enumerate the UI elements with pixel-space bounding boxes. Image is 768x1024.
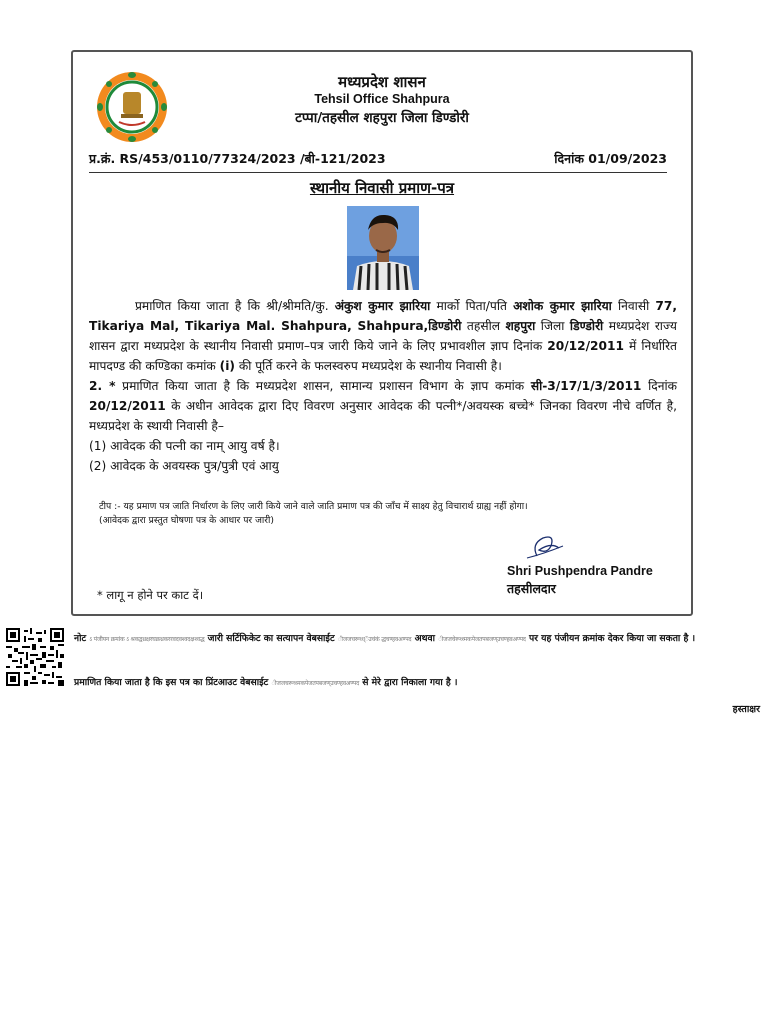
- remark-line-2: (आवेदक द्वारा प्रस्तुत घोषणा पत्र के आधार पर जारी): [99, 515, 275, 526]
- tehsil: शहपुरा: [505, 319, 536, 333]
- signature-label: हस्ताक्षर: [732, 704, 760, 715]
- paragraph-1: प्रमाणित किया जाता है कि श्री/श्रीमति/कु. अंकुश कुमार झारिया मार्को पिता/पति अशोक कुमार झारिया निवासी 77, Tikariya Mal, Tikariya Mal. Shahpura, Shahpura,डिण्डोरी तहसील शहपुरा जिला डिण्डोरी मध्यप्रदेश राज्य शासन द्वारा मध्यप्रदेश के स्थानीय निवासी प्रमाण–पत्र जारी किये जाने के लिए प्रभावशील ज्ञाप दिनांक 20/12/2011 में निर्धारित मापदण्ड की कण्डिका कमांक (i) की पूर्ति करने के फलस्वरुप मध्यप्रदेश के स्थानीय निवासी है।: [89, 299, 678, 373]
- strike-out-note: * लागू न होने पर काट दें।: [97, 588, 204, 602]
- dependent-item-1: (1) आवेदक की पत्नी का नाम् आयु वर्ष है।: [89, 439, 280, 453]
- father-name: अशोक कुमार झारिया: [513, 299, 612, 313]
- dependent-item-2: (2) आवेदक के अवयस्क पुत्र/पुत्री एवं आयु: [89, 459, 279, 473]
- officer-signature: [507, 530, 687, 564]
- applicant-photo: [347, 206, 419, 290]
- officer-name: Shri Pushpendra Pandre: [507, 564, 653, 578]
- header-office: Tehsil Office Shahpura: [314, 92, 450, 106]
- remark-note: [99, 500, 677, 528]
- address: 77, Tikariya Mal, Tikariya Mal. Shahpura, Shahpura,डिण्डोरी: [89, 299, 677, 333]
- header-government: मध्यप्रदेश शासन: [338, 73, 426, 91]
- header-tehsil-district: टप्पा/तहसील शहपुरा जिला डिण्डोरी: [295, 110, 469, 126]
- district: डिण्डोरी: [569, 319, 604, 333]
- memo-number: सी-3/17/1/3/2011: [530, 379, 642, 393]
- reference-number: प्र.क्रं. RS/453/0110/77324/2023 /बी-121/2023: [89, 151, 386, 166]
- certificate-title: स्थानीय निवासी प्रमाण-पत्र: [309, 179, 455, 197]
- applicant-name: अंकुश कुमार झारिया: [334, 299, 431, 313]
- verification-note: नोट ऽ पंजीयन क्रमांक ऽ श्रकद्वथ्रक्षरघक्रथ्रकररवदवश्वदक्षश्वद्ध जारी सर्टिफिकेट का सत्यापन वेबसाईट ीजजचरूध्ध्ेंउचंकं द्धचण्हवअण्पद अथवा ीजजचेरूध्ध्मकपेजतपबजण्उचण्हवअण्पद पर यह पंजीयन क्रमांक देकर किया जा सकता है ।: [74, 633, 696, 644]
- reference-line: [89, 150, 667, 173]
- printout-note: प्रमाणित किया जाता है कि इस पत्र का प्रिंटआउट वेबसाईट ीजजचरूध्ध्मकपेजतपबजण्उचण्हवअण्पद से मेरे द्वारा निकाला गया है ।: [74, 677, 458, 688]
- paragraph-2: 2. * प्रमाणित किया जाता है कि मध्यप्रदेश शासन, सामान्य प्रशासन विभाग के ज्ञाप कमांक सी-3/17/1/3/2011 दिनांक 20/12/2011 के अधीन आवेदक द्वारा दिए विवरण अनुसार आवेदक की पत्नी*/अवयस्क बच्चे* जिनका विवरण नीचे वर्णित है, मध्यप्रदेश के स्थायी निवासी है–: [89, 379, 677, 433]
- officer-designation: तहसीलदार: [507, 582, 556, 596]
- officer-block: [507, 562, 653, 598]
- remark-line-1: टीप :- यह प्रमाण पत्र जाति निर्धारण के लिए जारी किये जाने वाले जाति प्रमाण पत्र की जाँच में साक्ष्य हेतु विचारार्थ ग्राह्य नहीं होगा।: [99, 501, 528, 512]
- qr-code-icon: [6, 628, 64, 686]
- issue-date: दिनांक 01/09/2023: [554, 151, 667, 166]
- certificate-frame: [71, 50, 693, 616]
- certificate-body: [89, 296, 677, 476]
